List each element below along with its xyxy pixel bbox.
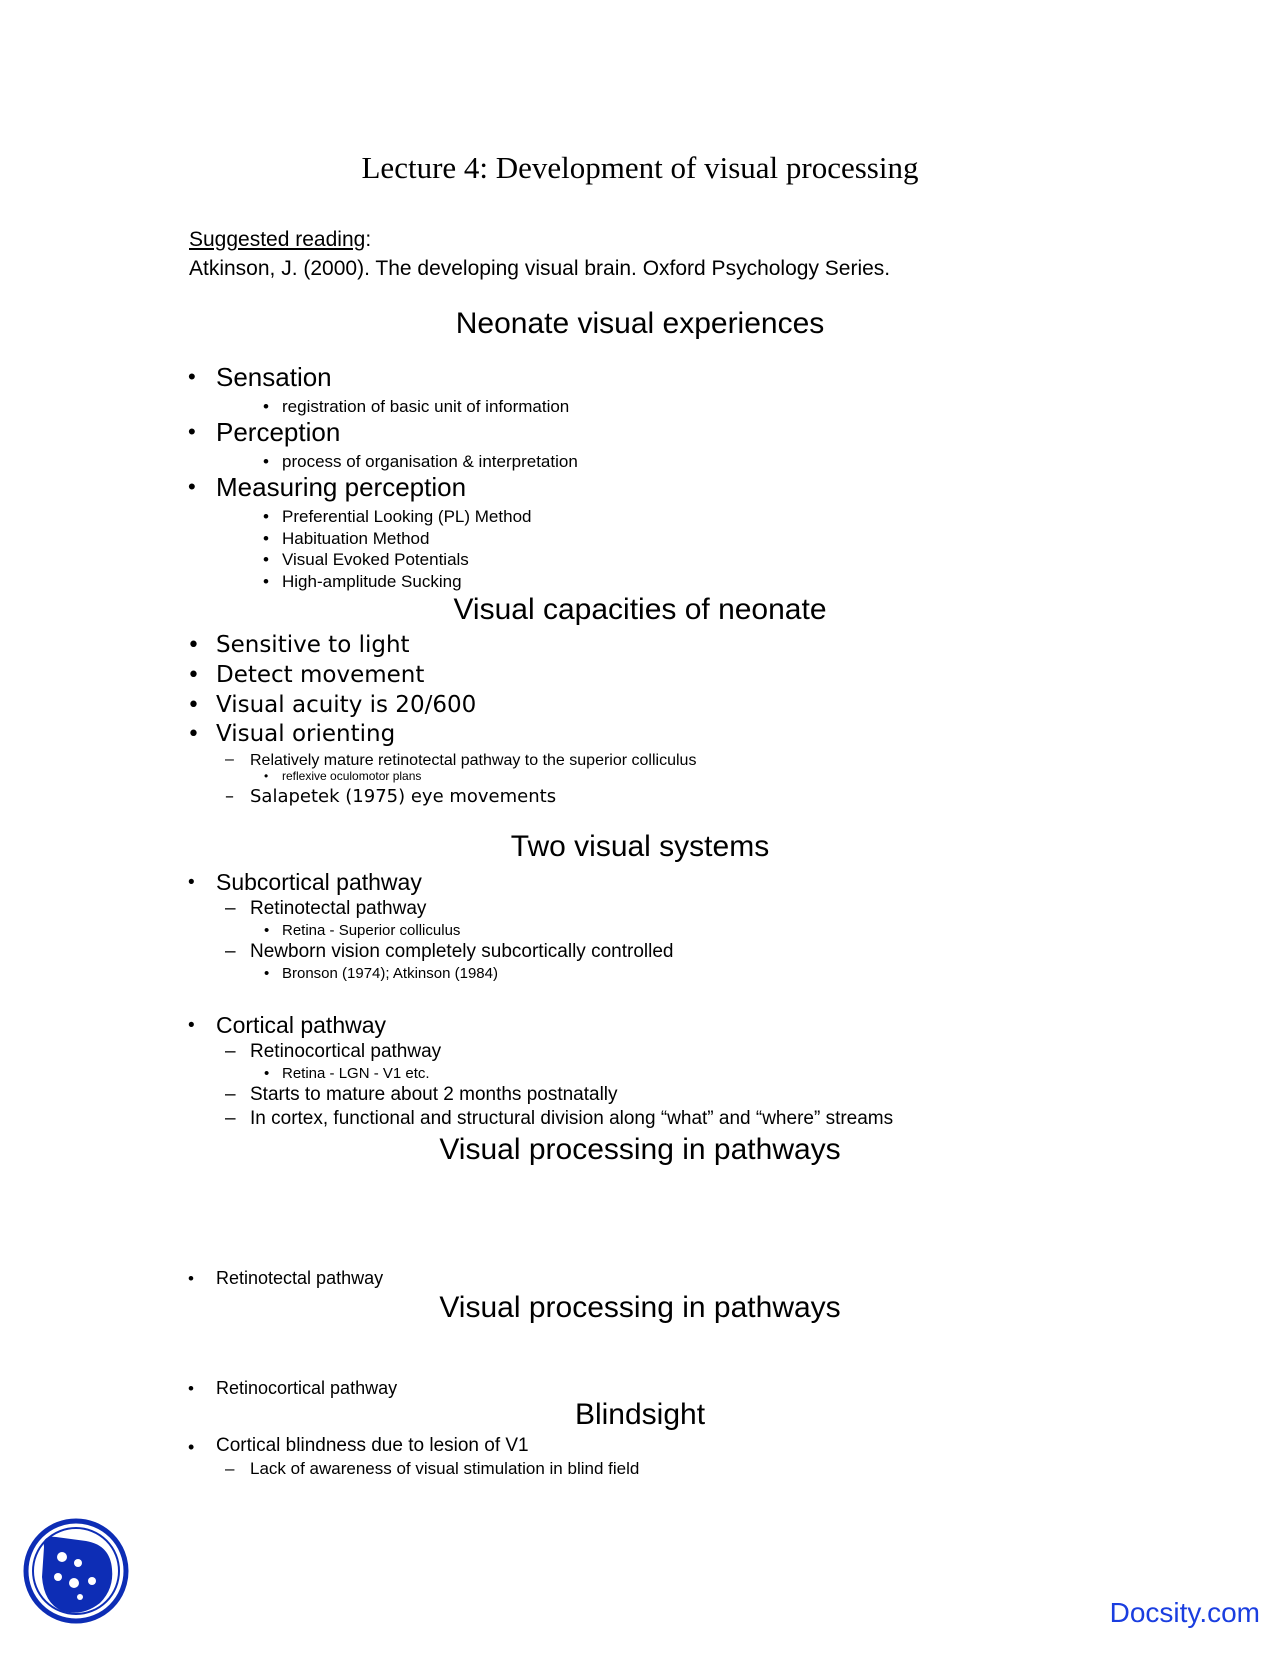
dash-icon: – — [225, 786, 234, 807]
heading-blindsight: Blindsight — [574, 1398, 706, 1431]
docsity-brand-link[interactable]: Docsity.com — [1109, 1597, 1260, 1628]
bullet-icon: • — [188, 1437, 195, 1457]
page-title: Lecture 4: Development of visual processing — [361, 150, 919, 185]
sub-item: Newborn vision completely subcortically controlled — [250, 941, 674, 962]
capacity-item: Visual acuity is 20/600 — [216, 692, 477, 718]
heading-visual-processing-2: Visual processing in pathways — [439, 1291, 841, 1324]
item-cortical-blindness: Cortical blindness due to lesion of V1 — [216, 1435, 529, 1456]
item-retinotectal-pathway: Retinotectal pathway — [216, 1268, 384, 1288]
bullet-icon: • — [263, 507, 269, 526]
sub-item: Preferential Looking (PL) Method — [282, 507, 532, 526]
dash-icon: – — [225, 941, 236, 962]
item-cortical-pathway: Cortical pathway — [216, 1012, 387, 1038]
dash-icon: – — [225, 1108, 236, 1129]
bullet-icon: • — [187, 722, 200, 747]
suggested-reading-colon: : — [365, 228, 372, 251]
sub-item: Lack of awareness of visual stimulation in blind field — [250, 1459, 640, 1478]
suggested-reading-label — [189, 228, 371, 252]
sub-item: Bronson (1974); Atkinson (1984) — [282, 965, 498, 982]
sub-item: High-amplitude Sucking — [282, 572, 462, 591]
bullet-icon: • — [188, 872, 195, 893]
bullet-icon: • — [188, 364, 196, 389]
dash-icon: – — [225, 1084, 236, 1105]
heading-visual-processing-1: Visual processing in pathways — [439, 1133, 841, 1166]
bullet-icon: • — [188, 1015, 195, 1036]
sub-item: process of organisation & interpretation — [282, 452, 578, 471]
bullet-icon: • — [263, 550, 269, 569]
bullet-icon: • — [188, 1379, 194, 1398]
heading-visual-capacities: Visual capacities of neonate — [453, 593, 827, 626]
bullet-icon: • — [187, 663, 200, 688]
sub-item: Retinocortical pathway — [250, 1041, 442, 1062]
sub-item: Visual Evoked Potentials — [282, 550, 469, 569]
bullet-icon: • — [264, 1065, 270, 1082]
sub-item: Retina - Superior colliculus — [282, 922, 461, 939]
bullet-icon: • — [263, 397, 269, 416]
bullet-icon: • — [187, 693, 200, 718]
bullet-icon: • — [264, 769, 269, 783]
bullet-icon: • — [187, 633, 200, 658]
bullet-icon: • — [264, 922, 270, 939]
dash-icon: – — [225, 898, 236, 919]
item-retinocortical-pathway: Retinocortical pathway — [216, 1378, 398, 1398]
bullet-icon: • — [263, 452, 269, 471]
heading-two-visual-systems: Two visual systems — [510, 830, 770, 863]
dash-icon: – — [225, 1459, 235, 1478]
item-perception: Perception — [216, 417, 341, 447]
bullet-icon: • — [188, 1269, 194, 1288]
sub-item: Habituation Method — [282, 529, 430, 548]
capacity-item: Sensitive to light — [216, 632, 410, 658]
docsity-logo-icon[interactable] — [22, 1517, 130, 1625]
sub-item: Relatively mature retinotectal pathway to the superior colliculus — [250, 752, 697, 769]
sub-item: Starts to mature about 2 months postnatally — [250, 1084, 618, 1105]
sub-item: Salapetek (1975) eye movements — [250, 786, 557, 807]
sub-item: Retina - LGN - V1 etc. — [282, 1065, 430, 1082]
sub-item: reflexive oculomotor plans — [282, 769, 422, 783]
item-subcortical-pathway: Subcortical pathway — [216, 869, 422, 895]
dash-icon: – — [225, 1041, 236, 1062]
dash-icon: – — [225, 751, 234, 768]
sub-item: In cortex, functional and structural division along “what” and “where” streams — [250, 1108, 894, 1129]
suggested-reading-text: Suggested reading — [189, 228, 366, 251]
reading-reference: Atkinson, J. (2000). The developing visual brain. Oxford Psychology Series. — [189, 257, 891, 280]
capacity-item: Visual orienting — [216, 721, 396, 747]
bullet-icon: • — [263, 529, 269, 548]
bullet-icon: • — [188, 419, 196, 444]
sub-item: Retinotectal pathway — [250, 898, 427, 919]
capacity-item: Detect movement — [216, 662, 425, 688]
item-sensation: Sensation — [216, 362, 332, 392]
bullet-icon: • — [264, 965, 270, 982]
bullet-icon: • — [263, 572, 269, 591]
item-measuring-perception: Measuring perception — [216, 472, 467, 502]
heading-neonate-visual-experiences: Neonate visual experiences — [455, 307, 825, 340]
bullet-icon: • — [188, 474, 196, 499]
sub-item: registration of basic unit of information — [282, 397, 570, 416]
